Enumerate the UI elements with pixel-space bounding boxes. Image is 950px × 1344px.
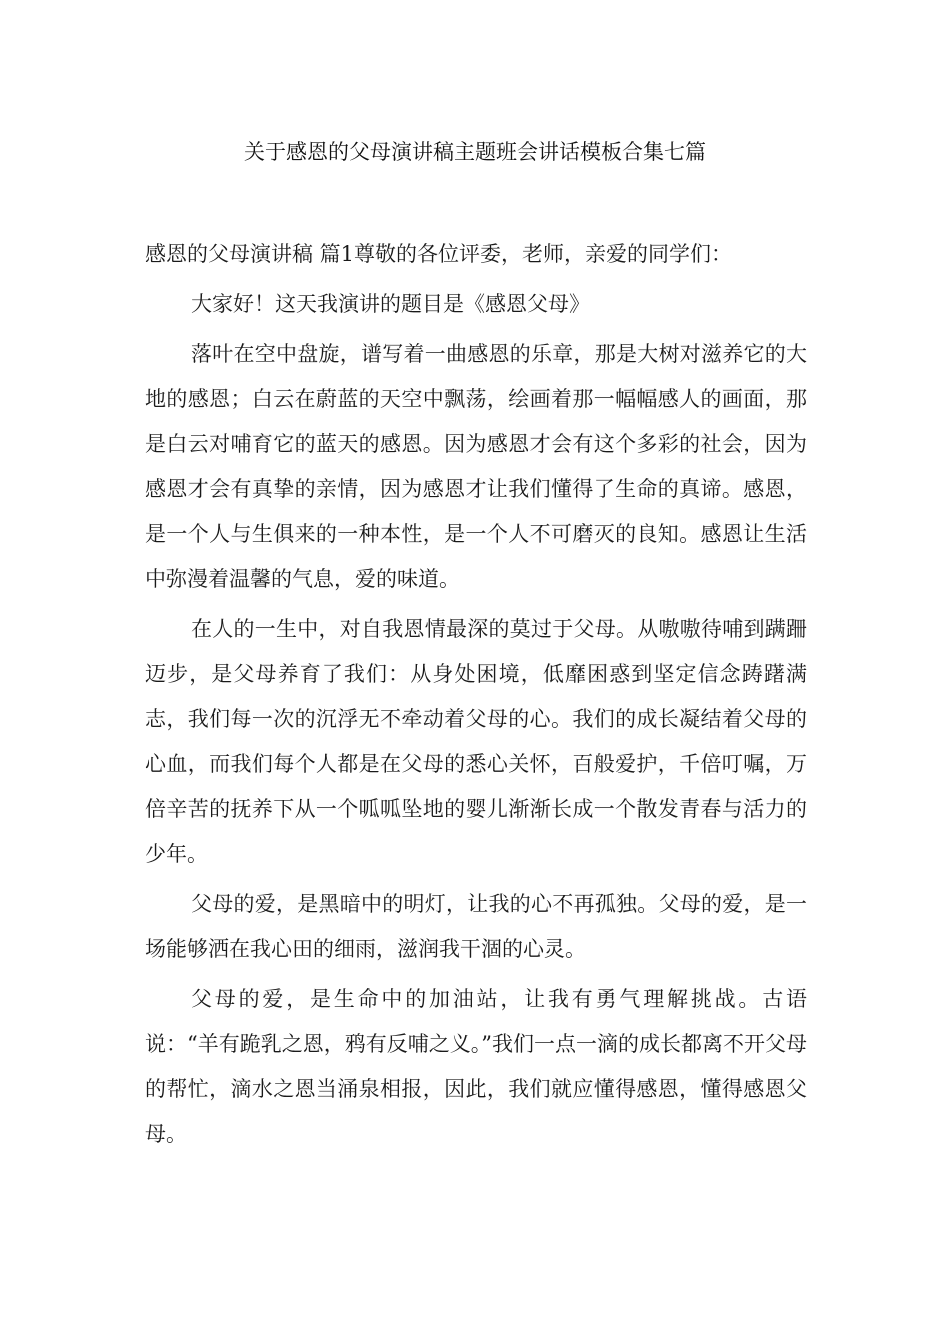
paragraph-greeting: 大家好！这天我演讲的题目是《感恩父母》	[191, 292, 590, 316]
paragraph-body: 在人的一生中，对自我恩情最深的莫过于父母。从嗷嗷待哺到蹒跚迈步，是父母养育了我们：从身处困境，低靡困惑到坚定信念踌躇满志，我们每一次的沉浮无不牵动着父母的心。我们的成长凝结着父母的心血，而我们每个人都是在父母的悉心关怀，百般爱护，千倍叮嘱，万倍辛苦的抚养下从一个呱呱坠地的婴儿渐渐长成一个散发青春与活力的少年。	[145, 617, 807, 866]
paragraph-intro: 感恩的父母演讲稿 篇1尊敬的各位评委，老师，亲爱的同学们：	[145, 242, 733, 266]
paragraph-body: 父母的爱，是黑暗中的明灯，让我的心不再孤独。父母的爱，是一场能够洒在我心田的细雨，滋润我干涸的心灵。	[145, 892, 807, 961]
paragraph-body: 父母的爱，是生命中的加油站，让我有勇气理解挑战。古语说：“羊有跪乳之恩，鸦有反哺之义。”我们一点一滴的成长都离不开父母的帮忙，滴水之恩当涌泉相报，因此，我们就应懂得感恩，懂得感恩父母。	[145, 987, 807, 1146]
paragraph-body: 落叶在空中盘旋，谱写着一曲感恩的乐章，那是大树对滋养它的大地的感恩；白云在蔚蓝的天空中飘荡，绘画着那一幅幅感人的画面，那是白云对哺育它的蓝天的感恩。因为感恩才会有这个多彩的社会，因为感恩才会有真挚的亲情，因为感恩才让我们懂得了生命的真谛。感恩，是一个人与生俱来的一种本性，是一个人不可磨灭的良知。感恩让生活中弥漫着温馨的气息，爱的味道。	[145, 342, 807, 591]
document-title: 关于感恩的父母演讲稿主题班会讲话模板合集七篇	[244, 140, 706, 164]
document-body	[145, 232, 807, 1162]
